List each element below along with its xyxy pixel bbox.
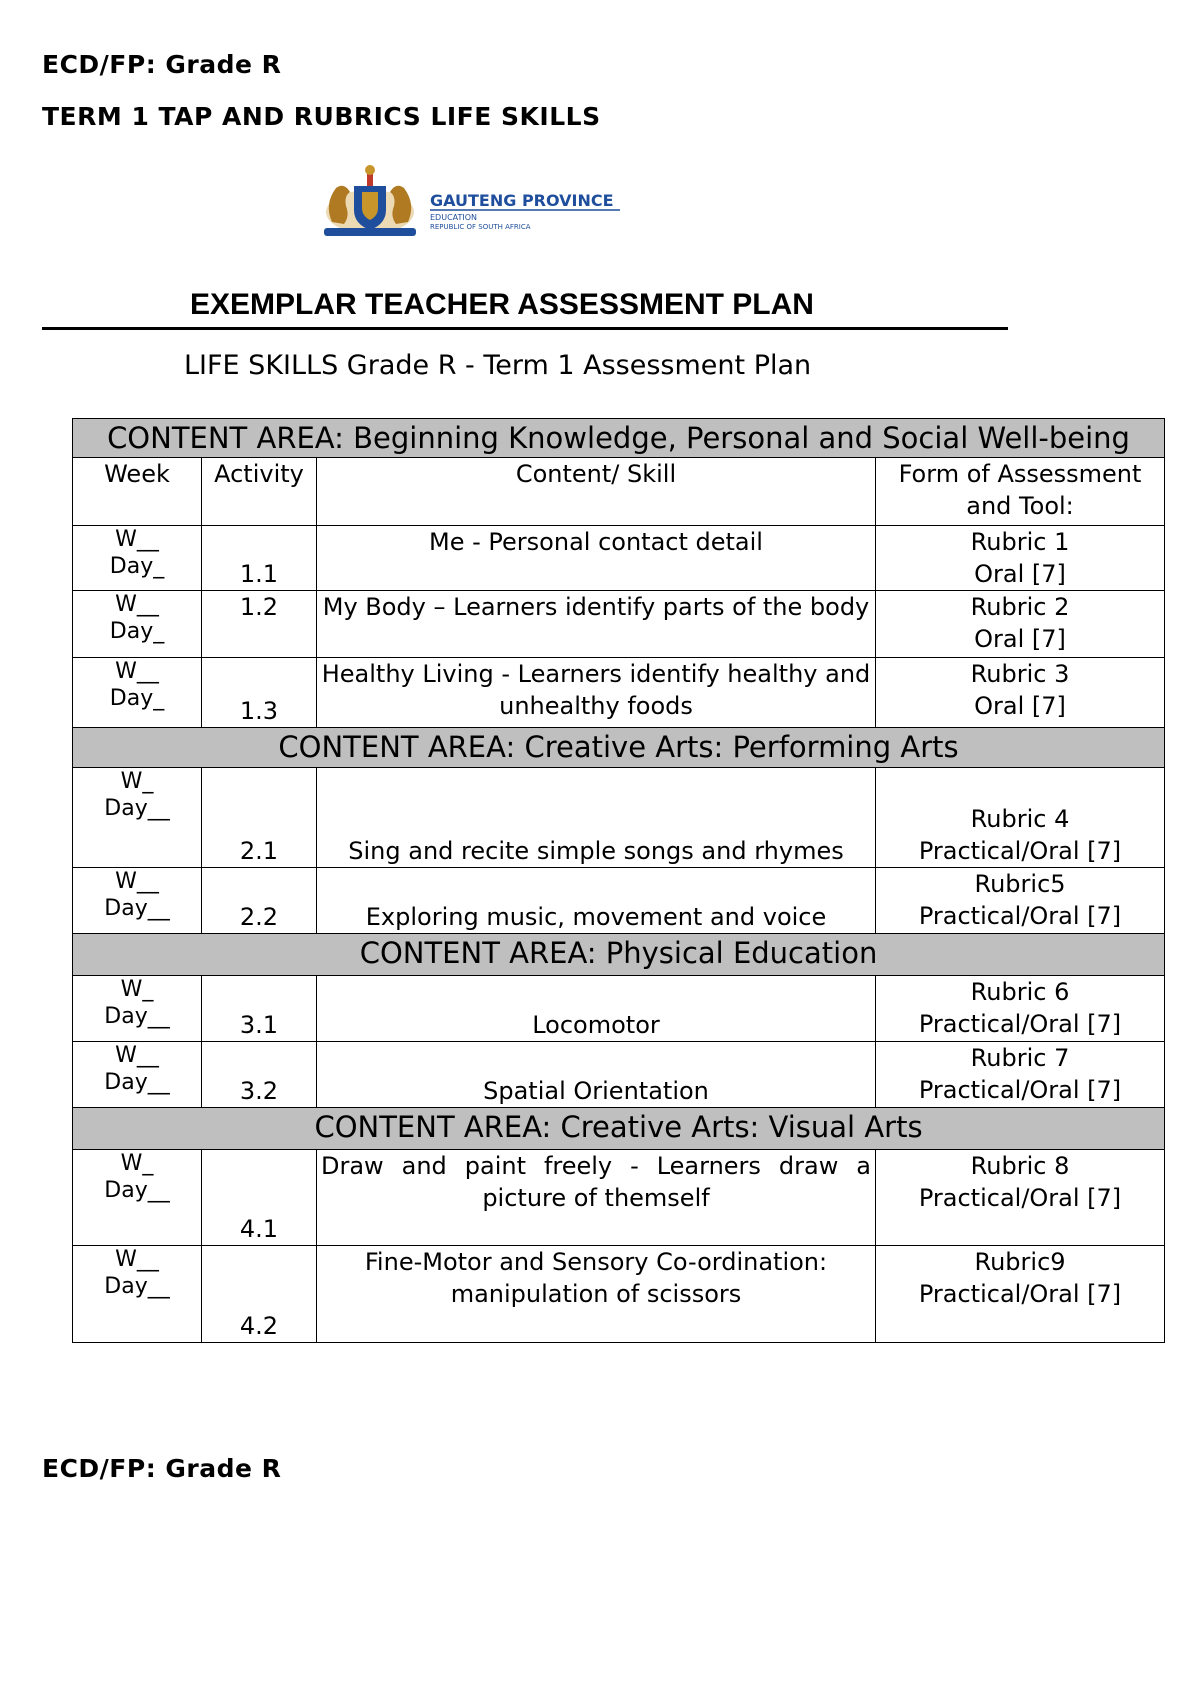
- week-w: W_: [120, 1151, 154, 1176]
- form-cell: [876, 976, 1165, 1042]
- week-cell: [73, 976, 202, 1042]
- assessment-form: Practical/Oral [7]: [918, 1010, 1122, 1038]
- week-day: Day__: [104, 896, 170, 921]
- gauteng-education-logo: [310, 164, 630, 242]
- form-cell: [876, 768, 1165, 868]
- week-day: Day__: [104, 1274, 170, 1299]
- assessment-form: Oral [7]: [974, 560, 1066, 588]
- column-header-activity: Activity: [202, 458, 317, 526]
- activity-cell: 4.1: [202, 1150, 317, 1246]
- week-cell: [73, 868, 202, 934]
- week-w: W__: [115, 527, 159, 552]
- week-w: W_: [120, 977, 154, 1002]
- form-cell: [876, 591, 1165, 658]
- assessment-form: Practical/Oral [7]: [918, 902, 1122, 930]
- form-cell: [876, 1150, 1165, 1246]
- week-cell: [73, 1150, 202, 1246]
- header-grade: ECD/FP: Grade R: [42, 50, 282, 79]
- content-cell: Locomotor: [317, 976, 876, 1042]
- rubric-label: Rubric 3: [970, 660, 1070, 688]
- logo-name: GAUTENG PROVINCE: [430, 191, 614, 210]
- week-w: W__: [115, 592, 159, 617]
- table-row: [73, 1150, 1165, 1246]
- form-cell: [876, 658, 1165, 728]
- content-area-row: [73, 1108, 1165, 1150]
- activity-cell: 1.1: [202, 526, 317, 591]
- week-day: Day_: [109, 554, 165, 579]
- week-w: W__: [115, 1247, 159, 1272]
- plan-subtitle: LIFE SKILLS Grade R - Term 1 Assessment Plan: [184, 350, 812, 381]
- week-day: Day__: [104, 1178, 170, 1203]
- content-area-row: [73, 728, 1165, 768]
- coat-of-arms-icon: [324, 165, 416, 236]
- activity-cell: 2.1: [202, 768, 317, 868]
- table-row: [73, 658, 1165, 728]
- week-w: W__: [115, 869, 159, 894]
- week-w: W__: [115, 659, 159, 684]
- week-day: Day_: [109, 686, 165, 711]
- rubric-label: Rubric 2: [970, 593, 1070, 621]
- week-cell: [73, 526, 202, 591]
- rubric-label: Rubric 4: [970, 805, 1070, 833]
- week-w: W__: [115, 1043, 159, 1068]
- week-cell: [73, 591, 202, 658]
- form-cell: [876, 1246, 1165, 1343]
- content-cell: Exploring music, movement and voice: [317, 868, 876, 934]
- rubric-label: Rubric 7: [970, 1044, 1070, 1072]
- form-cell: [876, 1042, 1165, 1108]
- table-row: [73, 868, 1165, 934]
- table-row: [73, 976, 1165, 1042]
- assessment-form: Practical/Oral [7]: [918, 1280, 1122, 1308]
- assessment-form: Practical/Oral [7]: [918, 837, 1122, 865]
- assessment-form: Oral [7]: [974, 692, 1066, 720]
- week-day: Day__: [104, 796, 170, 821]
- plan-title: EXEMPLAR TEACHER ASSESSMENT PLAN: [190, 288, 814, 321]
- content-cell: Spatial Orientation: [317, 1042, 876, 1108]
- activity-cell: 2.2: [202, 868, 317, 934]
- column-header-week: Week: [73, 458, 202, 526]
- footer-grade: ECD/FP: Grade R: [42, 1454, 282, 1483]
- table-row: [73, 1042, 1165, 1108]
- table-row: [73, 768, 1165, 868]
- rubric-label: Rubric5: [974, 870, 1066, 898]
- rubric-label: Rubric 8: [970, 1152, 1070, 1180]
- column-header-form: Form of Assessment and Tool:: [876, 458, 1165, 526]
- content-cell: Healthy Living - Learners identify healthy and unhealthy foods: [317, 658, 876, 728]
- week-day: Day_: [109, 619, 165, 644]
- table-row: [73, 591, 1165, 658]
- assessment-form: Practical/Oral [7]: [918, 1076, 1122, 1104]
- content-cell: Fine-Motor and Sensory Co-ordination: manipulation of scissors: [317, 1246, 876, 1343]
- content-area-label: CONTENT AREA: Beginning Knowledge, Personal and Social Well-being: [73, 419, 1165, 458]
- header-term-title: TERM 1 TAP AND RUBRICS LIFE SKILLS: [42, 102, 601, 131]
- content-cell: Draw and paint freely - Learners draw a picture of themself: [317, 1150, 876, 1246]
- assessment-plan-table: [72, 418, 1165, 1343]
- rubric-label: Rubric9: [974, 1248, 1066, 1276]
- week-day: Day__: [104, 1004, 170, 1029]
- content-area-label: CONTENT AREA: Physical Education: [73, 934, 1165, 976]
- content-cell: My Body – Learners identify parts of the body: [317, 591, 876, 658]
- rubric-label: Rubric 6: [970, 978, 1070, 1006]
- content-cell: Sing and recite simple songs and rhymes: [317, 768, 876, 868]
- assessment-form: Oral [7]: [974, 625, 1066, 653]
- week-w: W_: [120, 769, 154, 794]
- column-header-row: [73, 458, 1165, 526]
- column-header-content: Content/ Skill: [317, 458, 876, 526]
- week-cell: [73, 658, 202, 728]
- activity-cell: 4.2: [202, 1246, 317, 1343]
- table-row: [73, 526, 1165, 591]
- content-area-row: [73, 419, 1165, 458]
- activity-cell: 1.2: [202, 591, 317, 658]
- logo-line2: REPUBLIC OF SOUTH AFRICA: [430, 223, 531, 231]
- content-cell: Me - Personal contact detail: [317, 526, 876, 591]
- week-cell: [73, 768, 202, 868]
- week-day: Day__: [104, 1070, 170, 1095]
- form-cell: [876, 526, 1165, 591]
- form-cell: [876, 868, 1165, 934]
- content-area-row: [73, 934, 1165, 976]
- title-underline: [42, 327, 1008, 330]
- week-cell: [73, 1042, 202, 1108]
- week-cell: [73, 1246, 202, 1343]
- table-row: [73, 1246, 1165, 1343]
- logo-line1: EDUCATION: [430, 213, 478, 222]
- activity-cell: 3.1: [202, 976, 317, 1042]
- activity-cell: 3.2: [202, 1042, 317, 1108]
- content-area-label: CONTENT AREA: Creative Arts: Visual Arts: [73, 1108, 1165, 1150]
- assessment-form: Practical/Oral [7]: [918, 1184, 1122, 1212]
- rubric-label: Rubric 1: [970, 528, 1070, 556]
- content-area-label: CONTENT AREA: Creative Arts: Performing Arts: [73, 728, 1165, 768]
- activity-cell: 1.3: [202, 658, 317, 728]
